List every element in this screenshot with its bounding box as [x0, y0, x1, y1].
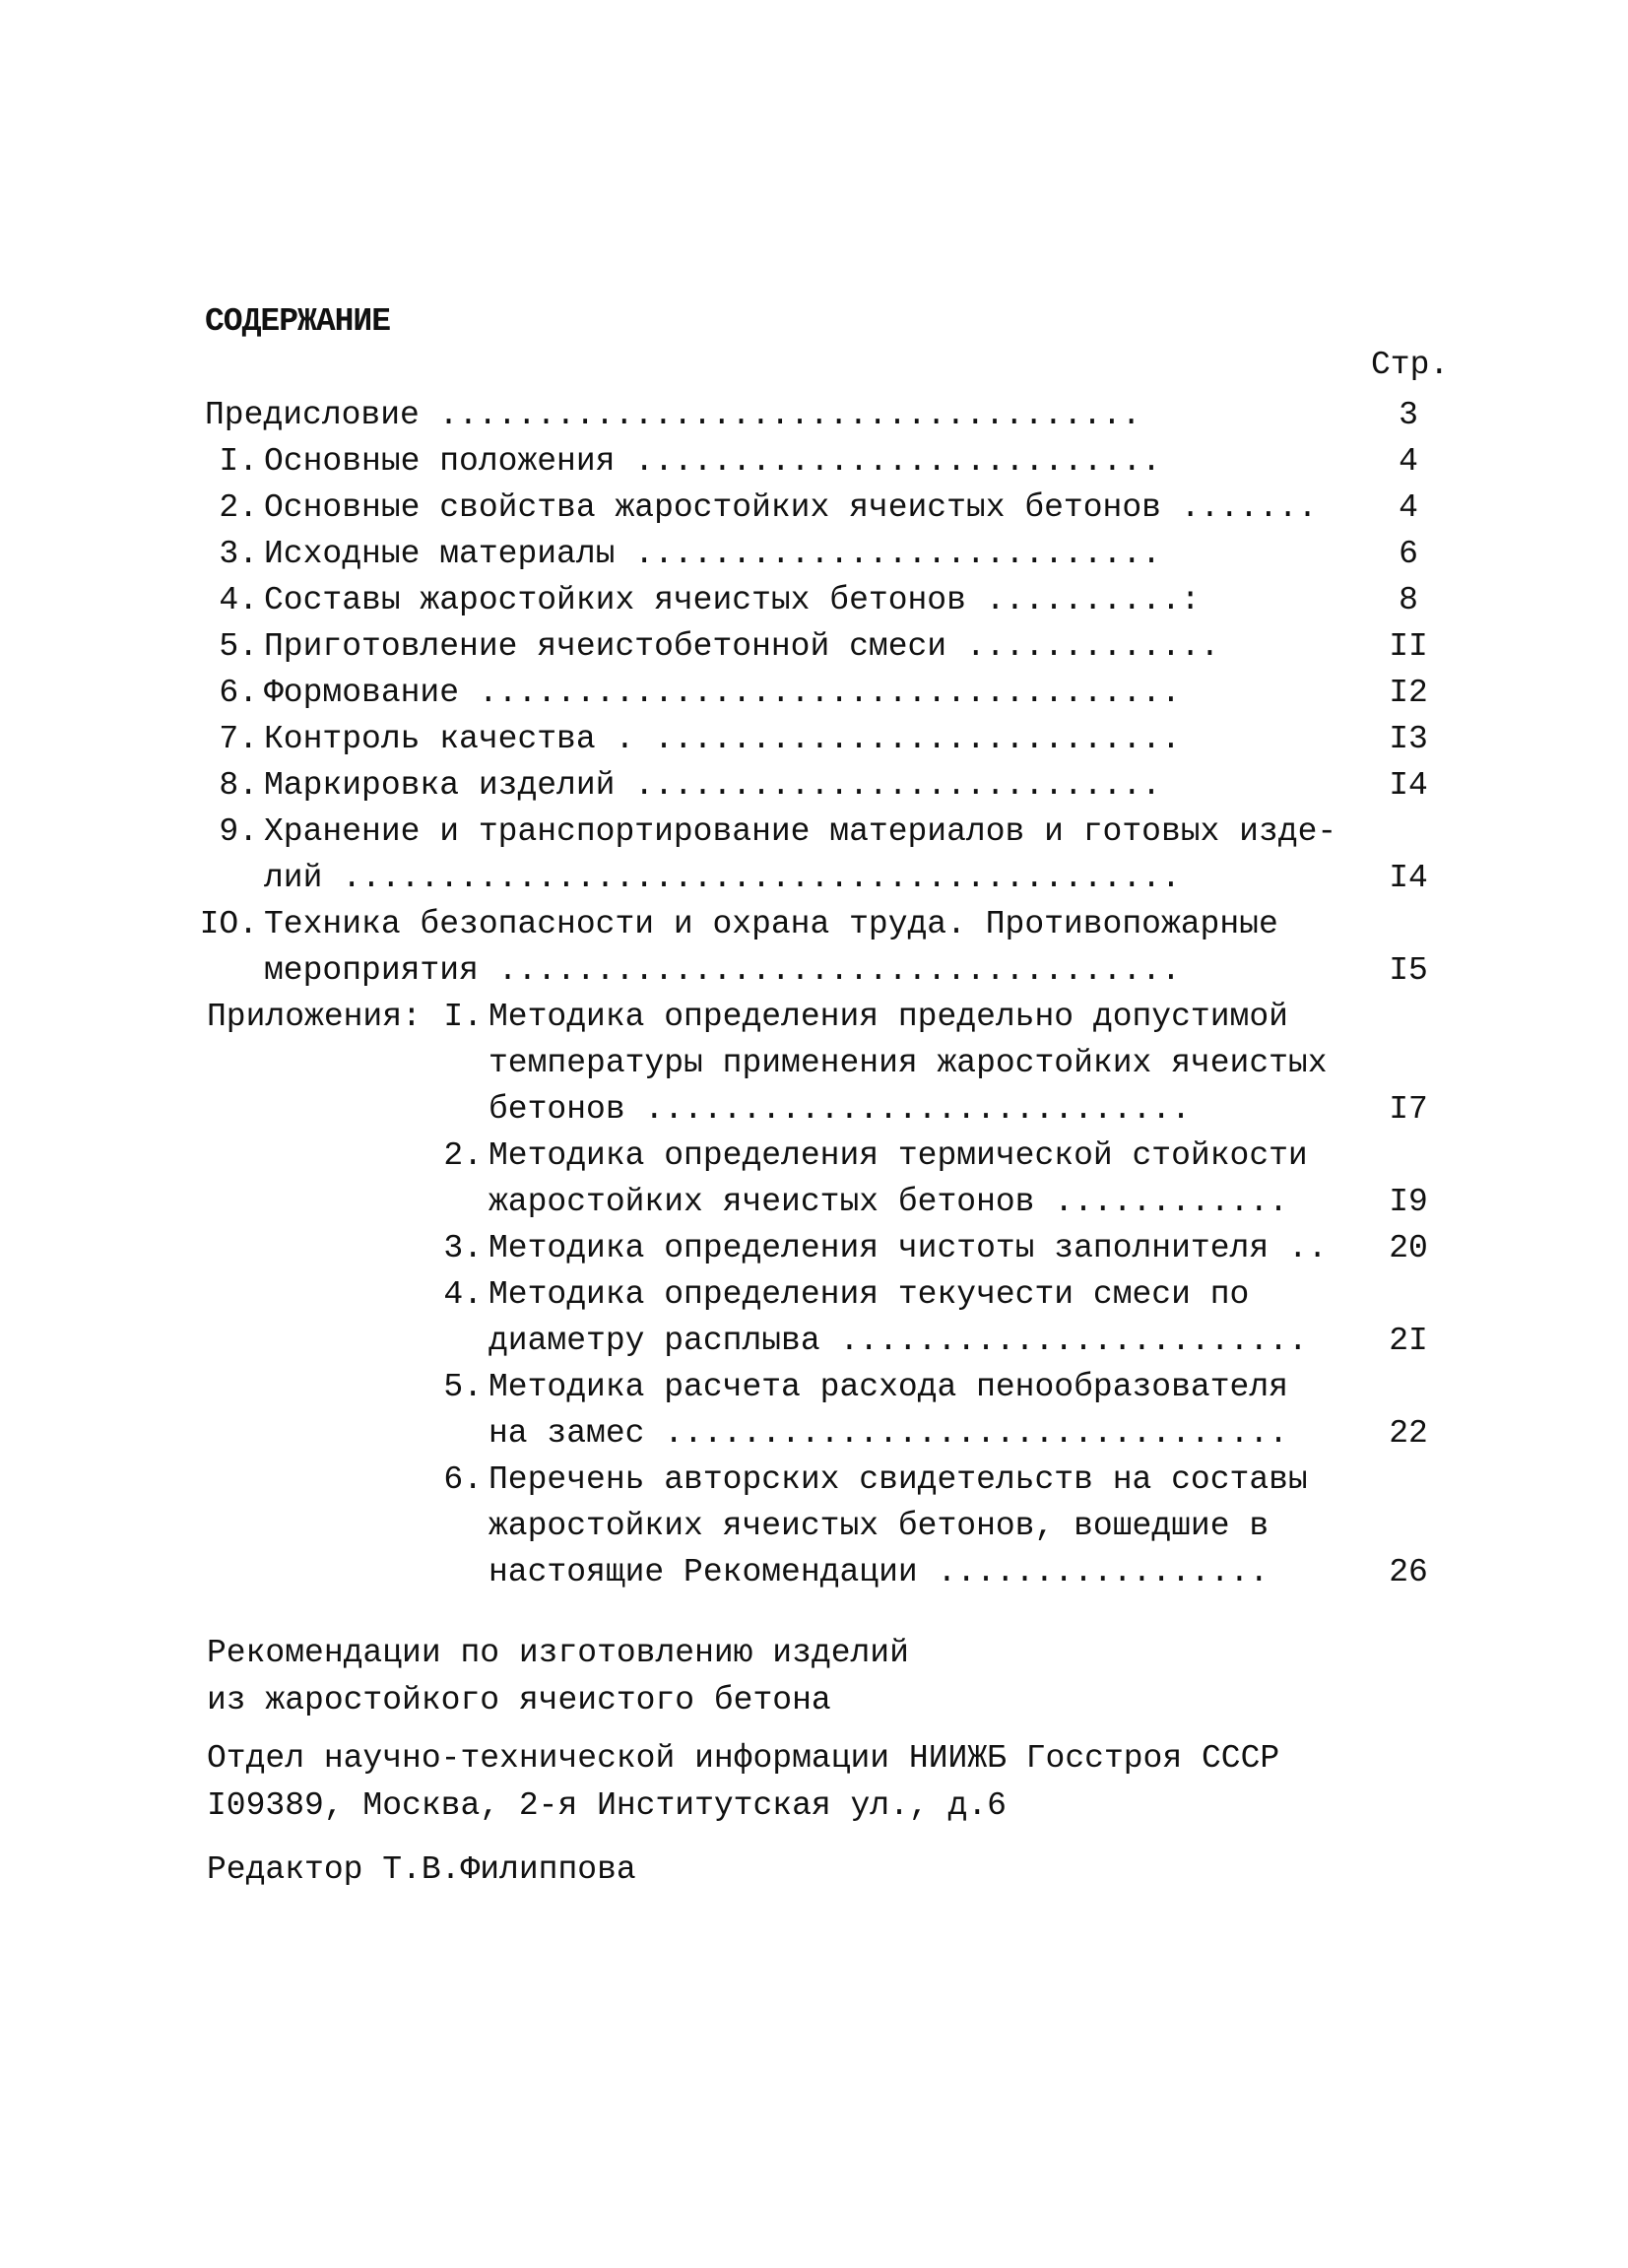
toc-entry-text: мероприятия ................................... — [264, 952, 1181, 989]
appendix-text: жаростойких ячеистых бетонов, вошедшие в — [488, 1508, 1270, 1544]
toc-entry[interactable] — [0, 901, 1628, 948]
appendix-number: I. — [443, 999, 483, 1035]
toc-entry[interactable] — [0, 531, 1628, 578]
appendix-entry-continuation[interactable] — [0, 1086, 1628, 1134]
toc-entry[interactable] — [0, 577, 1628, 624]
toc-page-number: 4 — [1399, 443, 1418, 480]
toc-page-number: I4 — [1389, 860, 1428, 896]
toc-page-number: 4 — [1399, 489, 1418, 526]
appendix-entry[interactable] — [0, 1457, 1628, 1504]
appendix-entry[interactable] — [0, 1364, 1628, 1411]
toc-page-number: 3 — [1399, 397, 1418, 433]
toc-entry-number: 6. — [219, 675, 258, 711]
appendix-text: на замес ................................ — [488, 1415, 1288, 1452]
toc-entry-text: Основные свойства жаростойких ячеистых бетонов ....... — [264, 489, 1318, 526]
toc-page-number: I2 — [1389, 675, 1428, 711]
appendix-label: Приложения: — [207, 999, 422, 1035]
toc-page-number: I4 — [1389, 767, 1428, 804]
toc-page-number: 26 — [1389, 1554, 1428, 1590]
toc-page-number: 6 — [1399, 536, 1418, 572]
toc-entry-number: 4. — [219, 582, 258, 618]
toc-entry-text: Составы жаростойких ячеистых бетонов ..........: — [264, 582, 1201, 618]
toc-entry[interactable] — [0, 762, 1628, 810]
toc-entry[interactable] — [0, 809, 1628, 856]
toc-page-number: I7 — [1389, 1091, 1428, 1128]
toc-entry-text: Предисловие .................................... — [205, 397, 1141, 433]
appendix-text: диаметру расплыва ........................ — [488, 1323, 1308, 1359]
toc-page-number: I9 — [1389, 1184, 1428, 1220]
appendix-entry[interactable] — [0, 1225, 1628, 1272]
appendix-number: 5. — [443, 1369, 483, 1405]
toc-entry-number: I. — [219, 443, 258, 480]
imprint-title-line: из жаростойкого ячеистого бетона — [207, 1682, 831, 1718]
imprint-department: Отдел научно-технической информации НИИЖБ Госстроя СССР — [207, 1740, 1280, 1777]
toc-entry-continuation[interactable] — [0, 855, 1628, 902]
appendix-text: Методика определения предельно допустимой — [488, 999, 1288, 1035]
toc-entry-continuation[interactable] — [0, 947, 1628, 995]
toc-entry-number: 3. — [219, 536, 258, 572]
appendix-text: температуры применения жаростойких ячеистых — [488, 1045, 1328, 1081]
toc-page-number: 8 — [1399, 582, 1418, 618]
toc-entry-text: лий ........................................... — [264, 860, 1181, 896]
appendix-number: 6. — [443, 1461, 483, 1498]
toc-entry-text: Приготовление ячеистобетонной смеси ............. — [264, 628, 1220, 665]
toc-entry-text: Формование .................................... — [264, 675, 1181, 711]
appendix-number: 4. — [443, 1276, 483, 1313]
appendix-text: жаростойких ячеистых бетонов ............ — [488, 1184, 1288, 1220]
toc-entry[interactable] — [0, 623, 1628, 671]
toc-entry-text: Исходные материалы ........................... — [264, 536, 1161, 572]
appendix-text: Перечень авторских свидетельств на составы — [488, 1461, 1308, 1498]
appendix-entry-continuation[interactable] — [0, 1410, 1628, 1458]
imprint-title-line: Рекомендации по изготовлению изделий — [207, 1635, 909, 1671]
appendix-entry-continuation[interactable] — [0, 1179, 1628, 1226]
appendix-text: настоящие Рекомендации ................. — [488, 1554, 1270, 1590]
toc-entry-text: Хранение и транспортирование материалов и готовых изде- — [264, 813, 1337, 850]
appendix-number: 3. — [443, 1230, 483, 1266]
toc-entry[interactable] — [0, 485, 1628, 532]
toc-entry-text: Основные положения ........................... — [264, 443, 1161, 480]
toc-page-number: 20 — [1389, 1230, 1428, 1266]
toc-page-number: 2I — [1389, 1323, 1428, 1359]
toc-page-number: I3 — [1389, 721, 1428, 757]
toc-entry-number: 5. — [219, 628, 258, 665]
appendix-text: Методика определения чистоты заполнителя .. — [488, 1230, 1328, 1266]
imprint-editor: Редактор Т.В.Филиппова — [207, 1851, 636, 1888]
toc-page-number: I5 — [1389, 952, 1428, 989]
appendix-entry-continuation[interactable] — [0, 1318, 1628, 1365]
toc-entry-text: Контроль качества . ........................... — [264, 721, 1181, 757]
toc-page-number: 22 — [1389, 1415, 1428, 1452]
appendix-text: бетонов ............................ — [488, 1091, 1191, 1128]
appendix-entry[interactable] — [0, 994, 1628, 1041]
appendix-text: Методика определения термической стойкости — [488, 1137, 1308, 1174]
appendix-entry-continuation[interactable] — [0, 1040, 1628, 1087]
appendix-text: Методика расчета расхода пенообразователя — [488, 1369, 1288, 1405]
toc-entry[interactable] — [0, 716, 1628, 763]
imprint-address: I09389, Москва, 2-я Институтская ул., д.6 — [207, 1787, 1007, 1824]
toc-heading: СОДЕРЖАНИЕ — [205, 303, 391, 340]
toc-entry-number: 8. — [219, 767, 258, 804]
toc-entry-number: 7. — [219, 721, 258, 757]
appendix-number: 2. — [443, 1137, 483, 1174]
toc-entry[interactable] — [0, 670, 1628, 717]
appendix-entry-continuation[interactable] — [0, 1549, 1628, 1596]
toc-entry-number: 2. — [219, 489, 258, 526]
toc-entry-number: 9. — [219, 813, 258, 850]
toc-entry-text: Техника безопасности и охрана труда. Противопожарные — [264, 906, 1278, 942]
toc-entry-preface[interactable] — [0, 392, 1628, 439]
appendix-entry[interactable] — [0, 1133, 1628, 1180]
appendix-entry-continuation[interactable] — [0, 1503, 1628, 1550]
toc-entry-text: Маркировка изделий ........................... — [264, 767, 1161, 804]
toc-entry-number: IO. — [199, 906, 258, 942]
page-column-label: Стр. — [1371, 347, 1450, 383]
toc-entry[interactable] — [0, 438, 1628, 486]
toc-page-number: II — [1389, 628, 1428, 665]
appendix-text: Методика определения текучести смеси по — [488, 1276, 1250, 1313]
appendix-entry[interactable] — [0, 1271, 1628, 1319]
